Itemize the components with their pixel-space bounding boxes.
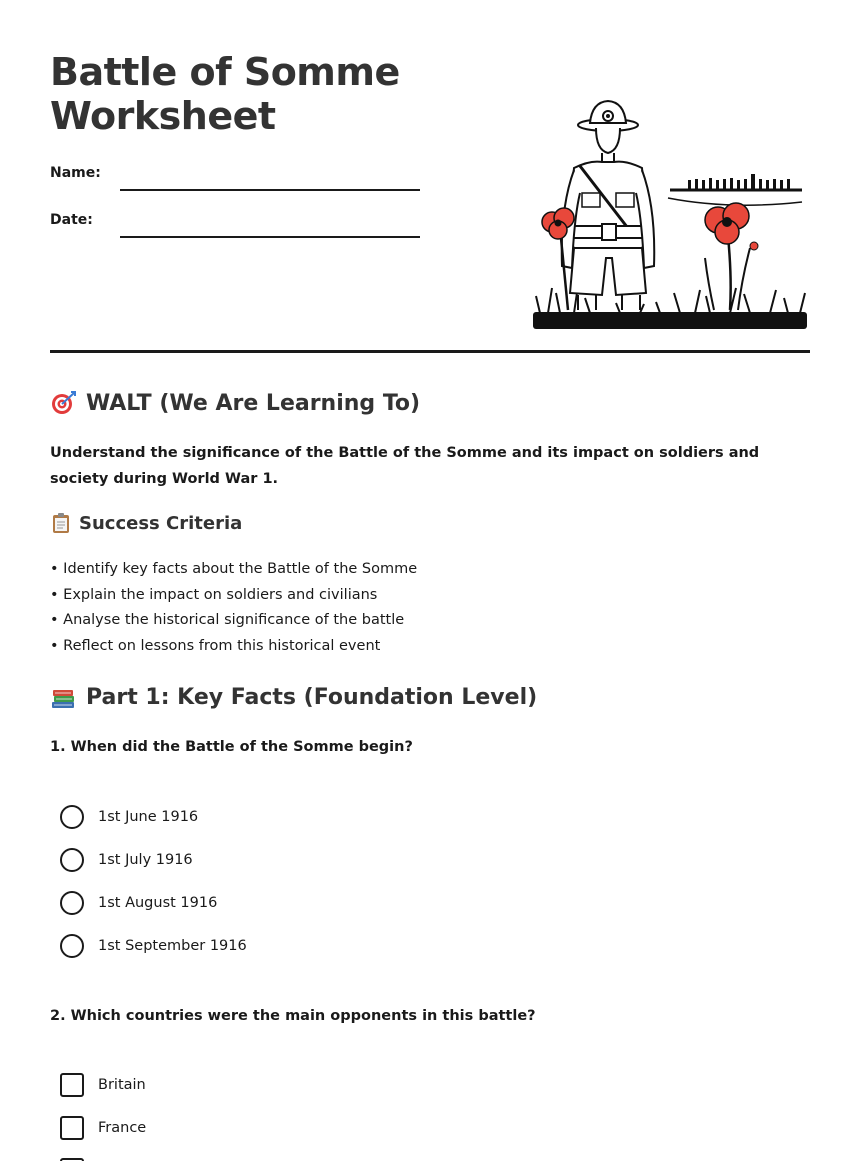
radio-button[interactable]	[60, 848, 84, 872]
walt-heading-text: WALT (We Are Learning To)	[86, 390, 421, 416]
date-label: Date:	[50, 212, 93, 228]
q2-option-3-partial[interactable]	[60, 1157, 98, 1161]
date-field[interactable]	[120, 236, 420, 238]
option-label: France	[98, 1120, 147, 1136]
name-field-row	[50, 165, 420, 181]
clipboard-icon	[50, 512, 72, 534]
radio-button[interactable]	[60, 934, 84, 958]
name-label: Name:	[50, 165, 101, 181]
checkbox[interactable]	[60, 1073, 84, 1097]
option-label: 1st August 1916	[98, 895, 218, 911]
list-item: • Reflect on lessons from this historical event	[50, 637, 381, 654]
q2-option-1[interactable]	[60, 1072, 146, 1098]
q1-option-1[interactable]	[60, 804, 198, 830]
title-line-1: Battle of Somme	[50, 50, 400, 94]
success-criteria-list	[50, 557, 417, 659]
checkbox[interactable]	[60, 1116, 84, 1140]
success-criteria-heading-text: Success Criteria	[79, 512, 243, 534]
question-1: 1. When did the Battle of the Somme begin?	[50, 739, 413, 755]
soldier-poppy-illustration	[530, 98, 810, 333]
success-criteria-heading	[50, 512, 242, 534]
q1-option-4[interactable]	[60, 933, 247, 959]
q1-option-2[interactable]	[60, 847, 193, 873]
question-2: 2. Which countries were the main opponents in this battle?	[50, 1008, 536, 1024]
list-item: • Analyse the historical significance of the battle	[50, 612, 405, 628]
date-field-row	[50, 212, 420, 228]
walt-heading	[50, 390, 420, 416]
books-icon	[50, 684, 76, 710]
walt-text: Understand the significance of the Battle of the Somme and its impact on soldiers and society during World War 1.	[50, 445, 760, 487]
part1-heading-text: Part 1: Key Facts (Foundation Level)	[86, 684, 538, 710]
title-line-2: Worksheet	[50, 94, 276, 138]
q2-option-2[interactable]	[60, 1115, 146, 1141]
list-item: • Explain the impact on soldiers and civilians	[50, 586, 378, 603]
option-label: Britain	[98, 1077, 146, 1093]
option-label: 1st September 1916	[98, 938, 247, 954]
target-icon	[50, 390, 76, 416]
option-label: 1st June 1916	[98, 809, 199, 825]
name-field[interactable]	[120, 189, 420, 191]
radio-button[interactable]	[60, 891, 84, 915]
q1-option-3[interactable]	[60, 890, 217, 916]
worksheet-header	[50, 50, 810, 355]
option-label: 1st July 1916	[98, 852, 193, 868]
list-item: • Identify key facts about the Battle of the Somme	[50, 561, 418, 577]
radio-button[interactable]	[60, 805, 84, 829]
header-divider	[50, 350, 810, 353]
part1-heading	[50, 684, 537, 710]
